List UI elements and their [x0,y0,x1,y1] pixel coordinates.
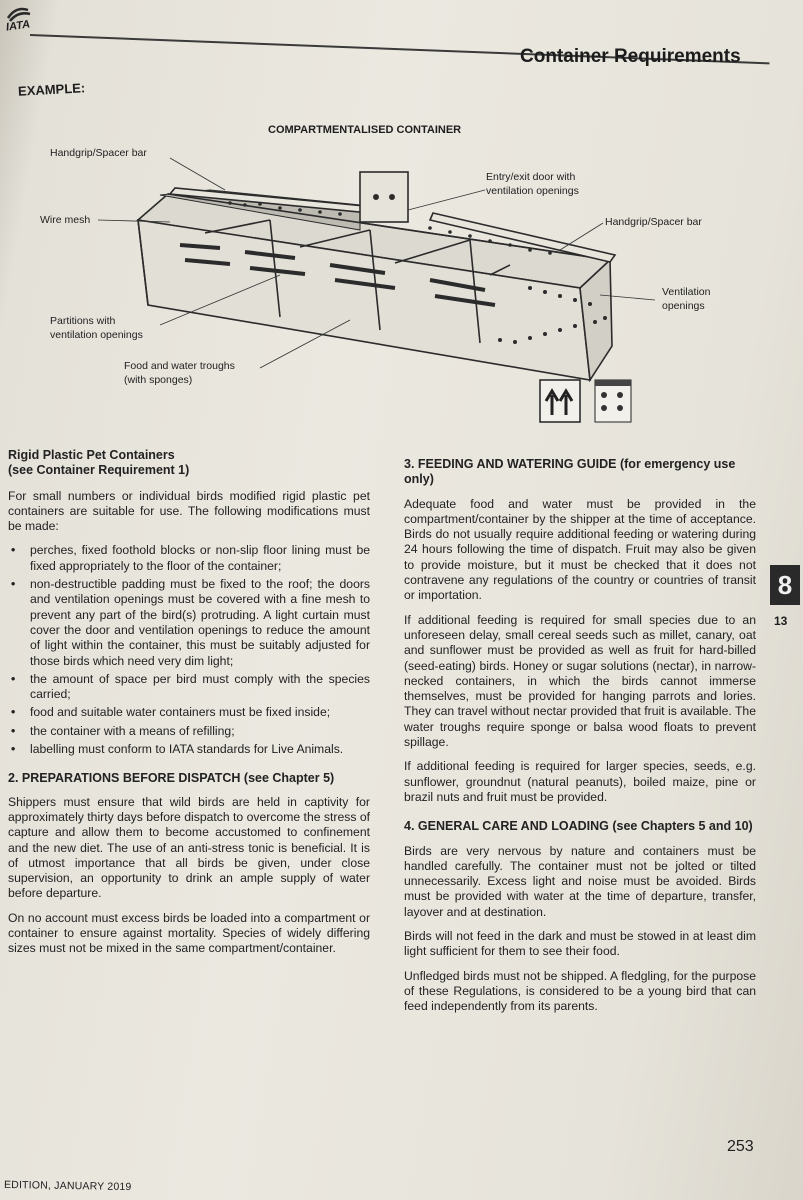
section-2-paragraph-1: Shippers must ensure that wild birds are held in captivity for approximately thirty days before dispatch to overcome the stress of capture and allow them to become accustomed to confinement and the new diet. The use of an anti-stress tonic is beneficial. It is of utmost importance that all birds be given, under close supervision, an opportunity to drink an ample supply of water before departure. [8,794,370,901]
rigid-title: Rigid Plastic Pet Containers [8,448,175,462]
page-title: Container Requirements [520,46,741,67]
list-item: • food and suitable water containers must be fixed inside; [8,705,370,720]
section-4-paragraph-3: Unfledged birds must not be shipped. A fledgling, for the purpose of these Regulations, is considered to be a young bird that can feed independently from its parents. [404,968,756,1014]
diagram-title: COMPARTMENTALISED CONTAINER [268,124,462,136]
label-partitions-2: ventilation openings [50,329,143,341]
edition-footer: EDITION, JANUARY 2019 [3,1178,132,1194]
section-4-paragraph-2: Birds will not feed in the dark and must be stowed in at least dim light sufficient for them to see their food. [404,929,756,959]
this-way-up-icon [540,380,580,422]
list-item: • labelling must conform to IATA standards for Live Animals. [8,742,370,757]
label-partitions-1: Partitions with [50,315,116,327]
container-diagram [30,110,750,440]
list-item: • the amount of space per bird must comply with the species carried; [8,672,370,703]
rigid-ref: (see Container Requirement 1) [8,463,190,478]
label-food-2: (with sponges) [124,374,193,386]
label-ventilation-1: Ventilation [662,286,711,298]
chapter-tab: 8 [770,565,800,605]
example-label: EXAMPLE: [17,80,86,99]
logo-text: IATA [5,18,31,34]
section-3-paragraph-1: Adequate food and water must be provided in the compartment/container by the shipper at the time of acceptance. Birds do not usually require additional feeding or watering during 24 hours following the time of dispatch. Fruit may also be given to provide moisture, but it must be checked that it does not contravene any regulations of the country or countries of transit or importation. [404,496,756,603]
section-4-heading: 4. GENERAL CARE AND LOADING (see Chapters 5 and 10) [404,819,753,834]
section-2-heading: 2. PREPARATIONS BEFORE DISPATCH (see Chapter 5) [8,771,335,786]
label-entry-door-2: ventilation openings [486,185,579,197]
rigid-intro: For small numbers or individual birds modified rigid plastic pet containers are suitable for use. The following modifications must be made: [8,488,370,534]
live-animals-label-icon [595,380,631,422]
section-3-paragraph-2: If additional feeding is required for small species due to an unforeseen delay, small cereal seeds such as millet, canary, oat and sunflower must be provided as well as fruit for hard-billed (seed-eating) birds. Honey or sugar solutions (nectar), in narrow-necked containers, in which the birds cannot immerse themselves, must be provided for hanging parrots and lories. They can travel without nectar provided that fruit is available. The water troughs require sponge or balsa wood floats to prevent spillage. [404,612,756,750]
modifications-list [8,543,370,757]
list-item: • perches, fixed foothold blocks or non-slip floor lining must be fixed appropriately to the floor of the container; [8,543,370,574]
chapter-tab-number: 13 [774,614,788,628]
list-item: • the container with a means of refilling; [8,724,370,739]
section-2-paragraph-2: On no account must excess birds be loaded into a compartment or container to ensure against mortality. Species of widely differing sizes must not be mixed in the same compartment/container. [8,910,370,956]
label-food-1: Food and water troughs [124,360,235,372]
label-handgrip-left: Handgrip/Spacer bar [50,147,147,159]
right-column [404,457,756,1024]
label-handgrip-right: Handgrip/Spacer bar [605,216,702,228]
section-3-heading: 3. FEEDING AND WATERING GUIDE (for emergency use only) [404,457,736,487]
page-number: 253 [727,1138,754,1155]
section-4-paragraph-1: Birds are very nervous by nature and containers must be handled carefully. The container must not be jolted or tilted unnecessarily. Excess light and noise must be avoided. Birds must be provided with water at the time of departure, transfer, layover and at destination. [404,843,756,919]
list-item: • non-destructible padding must be fixed to the roof; the doors and ventilation openings must be covered with a fine mesh to prevent any part of the bird(s) protruding. A light curtain must cover the door and ventilation openings to reduce the amount of light within the container, this must be suitably adjusted for those birds which need very dim light; [8,577,370,669]
container-box [138,172,615,380]
label-wire-mesh: Wire mesh [40,214,91,226]
section-3-paragraph-3: If additional feeding is required for larger species, seeds, e.g. sunflower, groundnut (natural peanuts), boiled maize, pine or brazil nuts and fruit must be provided. [404,759,756,804]
left-column [8,448,370,966]
label-entry-door-1: Entry/exit door with [486,171,576,183]
label-ventilation-2: openings [662,300,705,312]
